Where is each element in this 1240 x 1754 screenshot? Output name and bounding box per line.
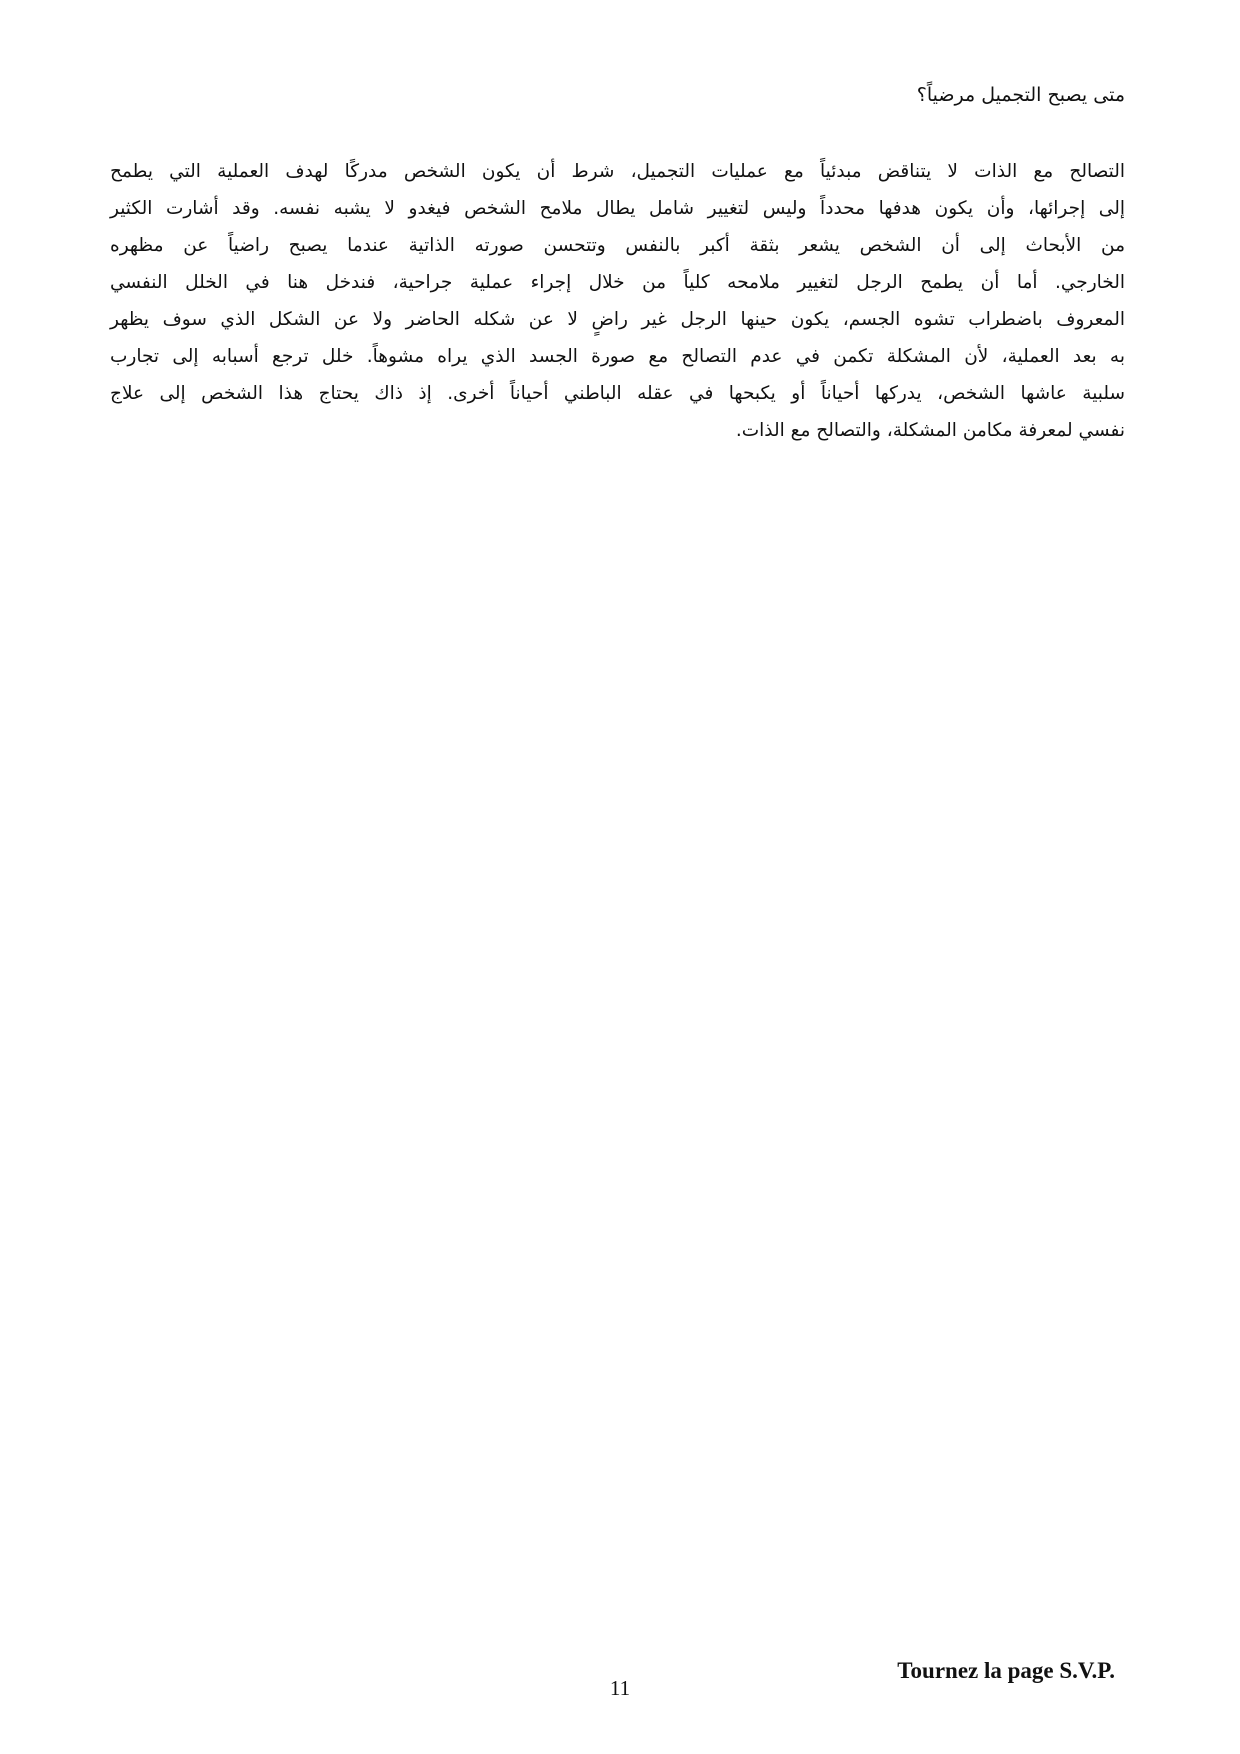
paragraph-line: المعروف باضطراب تشوه الجسم، يكون حينها الرجل غير راضٍ لا عن شكله الحاضر ولا عن الشكل الذي سوف يظهر bbox=[110, 309, 1125, 330]
page-title: متى يصبح التجميل مرضياً؟ bbox=[916, 84, 1125, 106]
paragraph-line: التصالح مع الذات لا يتناقض مبدئياً مع عمليات التجميل، شرط أن يكون الشخص مدركًا لهدف العملية التي يطمح bbox=[110, 161, 1125, 182]
paragraph-line: إلى إجرائها، وأن يكون هدفها محدداً وليس لتغيير شامل يطال ملامح الشخص فيغدو لا يشبه نفسه. وقد أشارت الكثير bbox=[110, 198, 1125, 219]
paragraph-line: نفسي لمعرفة مكامن المشكلة، والتصالح مع الذات. bbox=[735, 420, 1125, 441]
paragraph-line: من الأبحاث إلى أن الشخص يشعر بثقة أكبر بالنفس وتتحسن صورته الذاتية عندما يصبح راضياً عن مظهره bbox=[110, 235, 1125, 256]
paragraph-line: سلبية عاشها الشخص، يدركها أحياناً أو يكبحها في عقله الباطني أحياناً أخرى. إذ ذاك يحتاج هذا الشخص إلى علاج bbox=[110, 383, 1125, 404]
paragraph-line: به بعد العملية، لأن المشكلة تكمن في عدم التصالح مع صورة الجسد الذي يراه مشوهاً. خلل ترجع أسبابه إلى تجارب bbox=[110, 346, 1125, 367]
page-number: 11 bbox=[609, 1676, 631, 1700]
paragraph-line: الخارجي. أما أن يطمح الرجل لتغيير ملامحه كلياً من خلال إجراء عملية جراحية، فندخل هنا في الخلل النفسي bbox=[110, 272, 1125, 293]
turn-page-note: Tournez la page S.V.P. bbox=[897, 1658, 1115, 1683]
article-paragraph bbox=[110, 153, 1125, 449]
